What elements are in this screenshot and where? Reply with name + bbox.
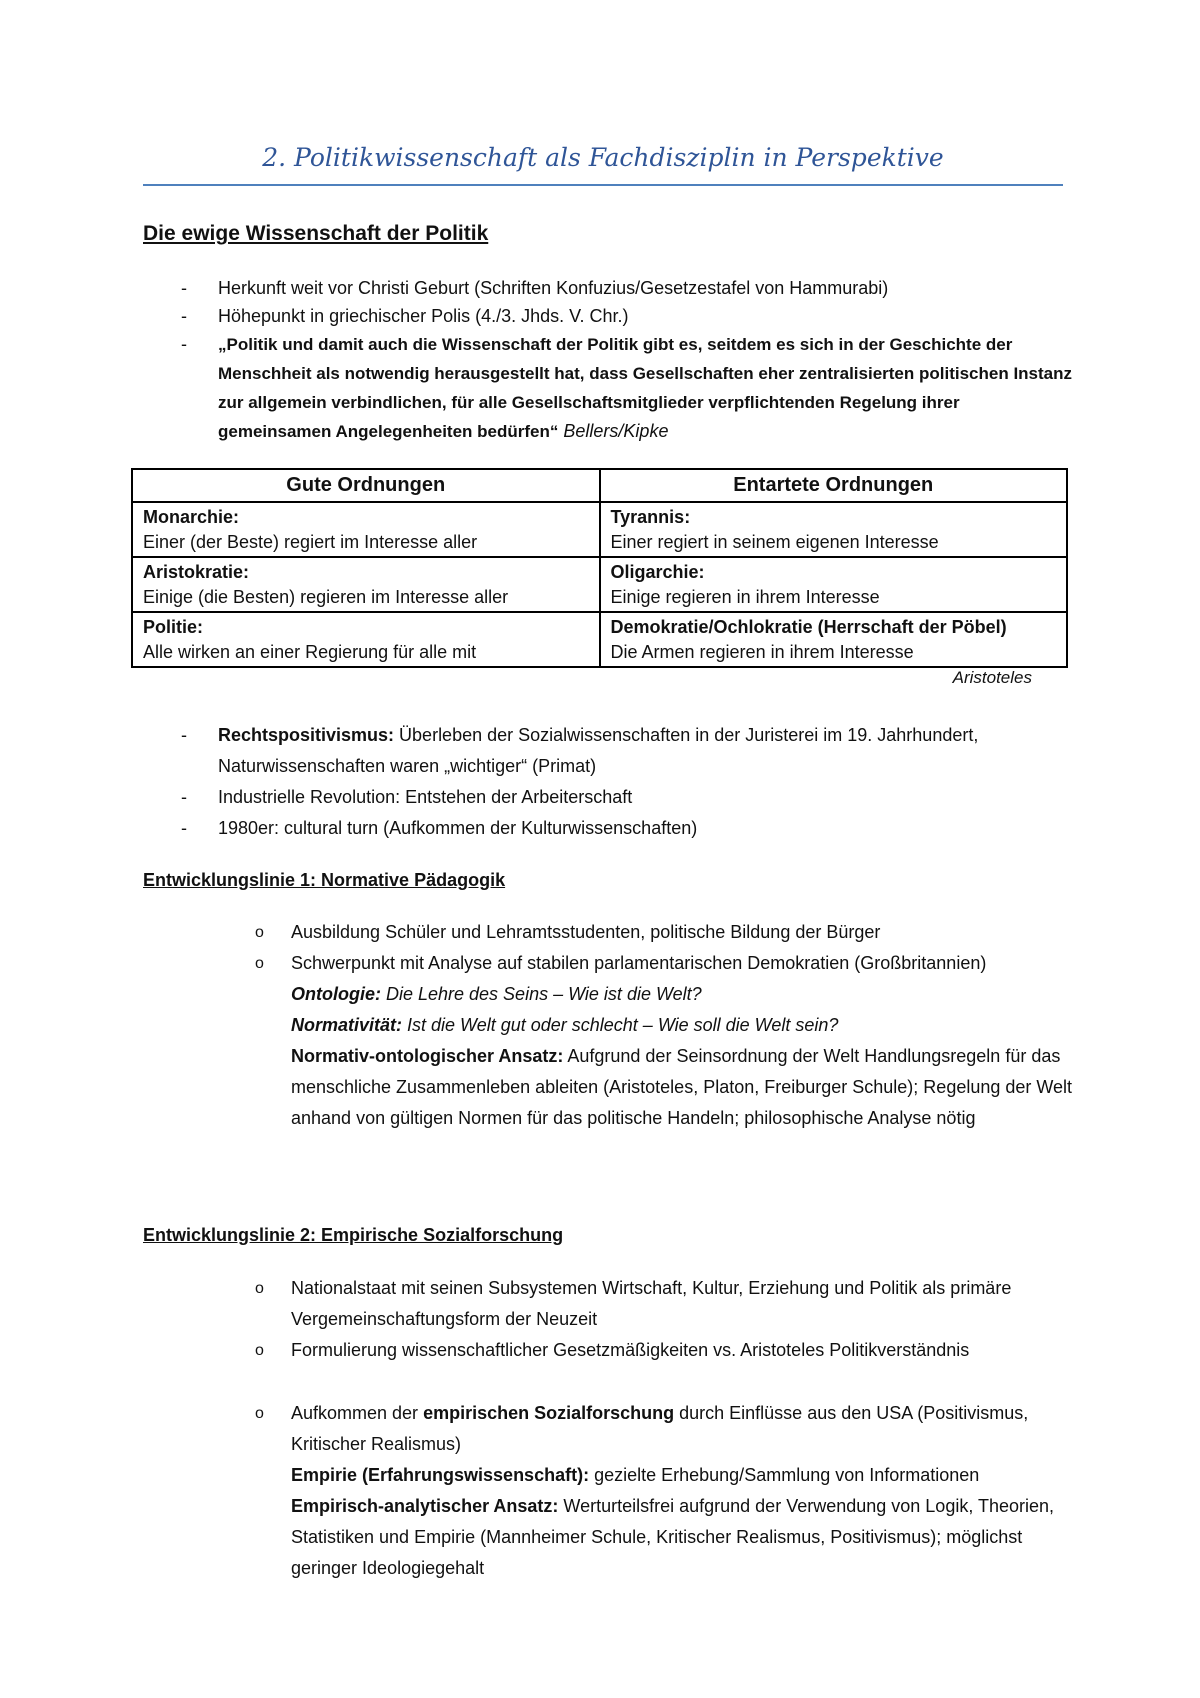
term-label: Empirie (Erfahrungswissenschaft): [291,1465,590,1485]
cell-text: Einige regieren in ihrem Interesse [610,587,880,607]
dash-marker: - [181,334,187,354]
definition-normativitaet [291,1010,1073,1041]
spacer [143,1366,1073,1388]
cell-text: Die Armen regieren in ihrem Interesse [610,642,914,662]
list-item-text: Formulierung wissenschaftlicher Gesetzmäßigkeiten vs. Aristoteles Politikverständnis [291,1340,970,1360]
dash-marker: - [181,787,187,807]
term-label: Ontologie: [291,984,381,1004]
list-item-term: Rechtspositivismus: [218,725,395,745]
title-underline [143,184,1063,186]
dash-marker: - [181,725,187,745]
table-caption: Aristoteles [952,668,1032,687]
definition-empirisch-analytisch [291,1491,1073,1584]
dash-marker: - [181,306,187,326]
term-text: Ist die Welt gut oder schlecht – Wie soll die Welt sein? [402,1015,839,1035]
list-item-term: empirischen Sozialforschung [423,1403,675,1423]
term-text: Werturteilsfrei aufgrund der Verwendung von Logik, Theorien, Statistiken und Empirie (Mannheimer Schule, Kritischer Realismus, Positivismus); möglichst geringer Ideologiegehalt [291,1496,1055,1578]
cell-title: Monarchie: [143,507,240,527]
list-item-text: Schwerpunkt mit Analyse auf stabilen parlamentarischen Demokratien (Großbritannien) [291,953,987,973]
dash-marker: - [181,278,187,298]
table-cell [132,612,600,667]
list-item [143,720,1073,782]
ordnungen-table [131,468,1068,668]
list-item [143,813,1073,844]
section-heading-empirische-sozialforschung: Entwicklungslinie 2: Empirische Sozialforschung [143,1225,564,1245]
cell-title: Politie: [143,617,204,637]
cell-title: Oligarchie: [610,562,705,582]
section-heading-normative-paedagogik: Entwicklungslinie 1: Normative Pädagogik [143,870,506,890]
section1b-list [143,720,1073,844]
cell-text: Einer (der Beste) regiert im Interesse aller [143,532,478,552]
definition-empirie [291,1460,1073,1491]
list-item-text: Aufkommen der [291,1403,424,1423]
table-cell [600,502,1068,557]
circle-bullet-marker: o [255,1342,264,1359]
list-item-text: Industrielle Revolution: Entstehen der Arbeiterschaft [218,787,633,807]
table-row [132,612,1067,667]
table-cell [600,612,1068,667]
table-header: Gute Ordnungen [132,469,600,502]
term-text: Aufgrund der Seinsordnung der Welt Handlungsregeln für das menschliche Zusammenleben ableiten (Aristoteles, Platon, Freiburger Schule); Regelung der Welt anhand von gültigen Normen für das politische Handeln; philosophische Analyse nötig [291,1046,1073,1128]
list-item [143,917,1073,948]
list-item-text: Nationalstaat mit seinen Subsystemen Wirtschaft, Kultur, Erziehung und Politik als primäre Vergemeinschaftungsform der Neuzeit [291,1278,1012,1329]
section-heading-ewige-wissenschaft: Die ewige Wissenschaft der Politik [143,222,489,245]
section3-list [143,1273,1073,1584]
list-item [143,1335,1073,1366]
list-item-text: Höhepunkt in griechischer Polis (4./3. Jhds. V. Chr.) [218,306,629,326]
list-item-quote [143,330,1073,446]
term-text: gezielte Erhebung/Sammlung von Informationen [589,1465,980,1485]
circle-bullet-marker: o [255,1280,264,1297]
cell-text: Einer regiert in seinem eigenen Interesse [610,532,939,552]
circle-bullet-marker: o [255,1405,264,1422]
cell-text: Alle wirken an einer Regierung für alle mit [143,642,477,662]
list-item [143,274,1073,302]
list-item-text: Überleben der Sozialwissenschaften in der Juristerei im 19. Jahrhundert, Naturwissenschaften waren „wichtiger“ (Primat) [218,725,979,776]
table-cell [600,557,1068,612]
list-item [143,782,1073,813]
list-item-text: 1980er: cultural turn (Aufkommen der Kulturwissenschaften) [218,818,698,838]
table-header-row [132,469,1067,502]
quote-source: Bellers/Kipke [563,421,669,441]
dash-marker: - [181,818,187,838]
section2-list [143,917,1073,1134]
term-label: Normativität: [291,1015,403,1035]
table-row [132,557,1067,612]
cell-title: Tyrannis: [610,507,691,527]
cell-text: Einige (die Besten) regieren im Interesse aller [143,587,509,607]
term-label: Empirisch-analytischer Ansatz: [291,1496,559,1516]
list-item [143,1398,1073,1584]
definition-ontologie [291,979,1073,1010]
section1-list [143,274,1073,446]
list-item [143,302,1073,330]
quote-text: „Politik und damit auch die Wissenschaft der Politik gibt es, seitdem es sich in der Geschichte der Menschheit als notwendig herausgestellt hat, dass Gesellschaften eher zentralisierten politischen Instanz zur allgemein verbindlichen, für alle Gesellschaftsmitglieder verpflichtenden Regelung ihrer gemeinsamen Angelegenheiten bedürfen“ [218,335,1073,441]
list-item-text: Herkunft weit vor Christi Geburt (Schriften Konfuzius/Gesetzestafel von Hammurabi) [218,278,889,298]
list-item-text: Ausbildung Schüler und Lehramtsstudenten, politische Bildung der Bürger [291,922,881,942]
table-cell [132,557,600,612]
circle-bullet-marker: o [255,924,264,941]
term-label: Normativ-ontologischer Ansatz: [291,1046,564,1066]
table-cell [132,502,600,557]
page-title: 2. Politikwissenschaft als Fachdisziplin in Perspektive [262,143,944,172]
list-item-text: durch Einflüsse aus den USA (Positivismus, Kritischer Realismus) [291,1403,1029,1454]
circle-bullet-marker: o [255,955,264,972]
cell-title: Aristokratie: [143,562,250,582]
table-row [132,502,1067,557]
cell-title: Demokratie/Ochlokratie (Herrschaft der Pöbel) [610,617,1007,637]
list-item [143,948,1073,1134]
list-item [143,1273,1073,1335]
table-header: Entartete Ordnungen [600,469,1068,502]
definition-normativ-ontologisch [291,1041,1073,1134]
term-text: Die Lehre des Seins – Wie ist die Welt? [380,984,702,1004]
